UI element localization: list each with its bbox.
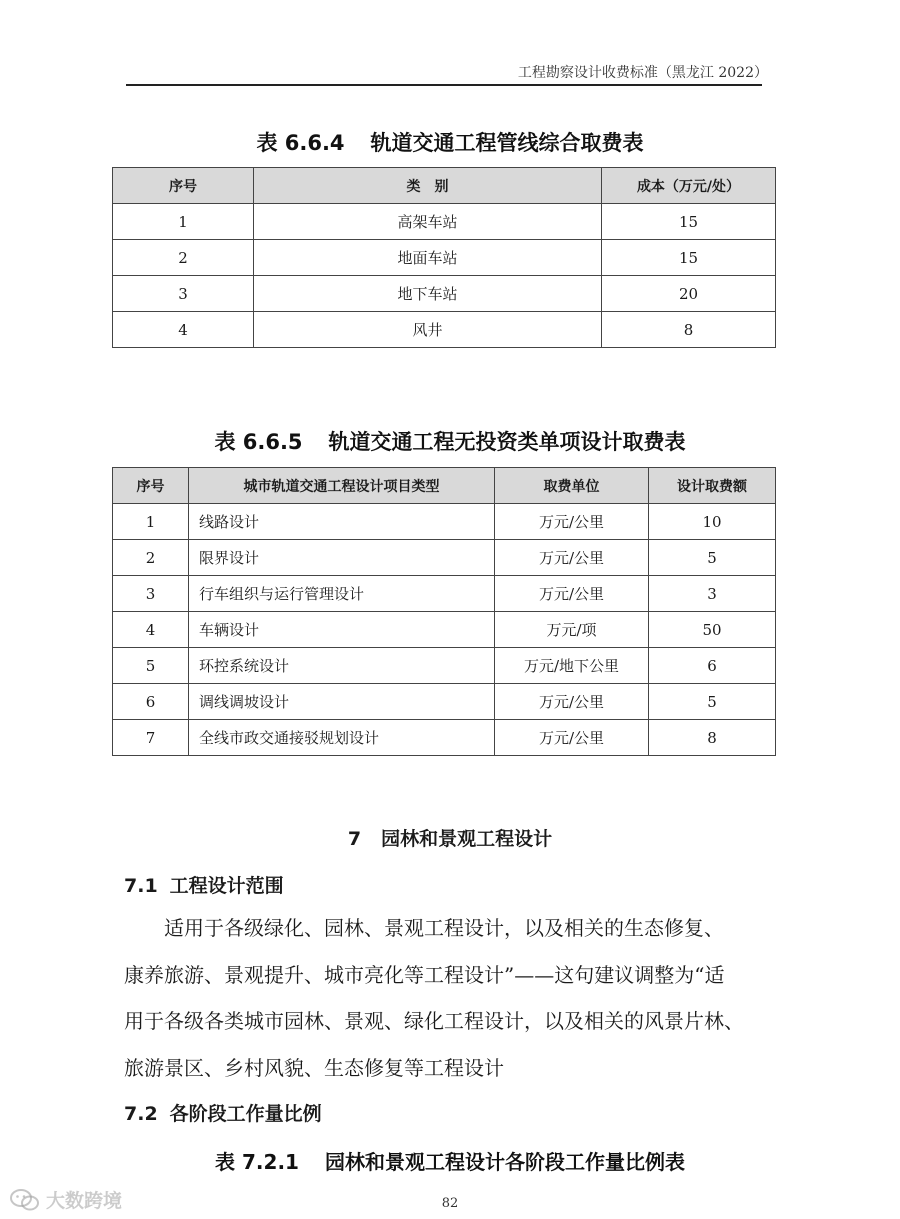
table-cell: 1: [113, 504, 189, 540]
table1: [112, 167, 776, 348]
section-7-1-heading: [124, 871, 284, 898]
watermark-text: 大数跨境: [46, 1190, 123, 1212]
section-7-number: 7: [347, 828, 362, 850]
table-row: [113, 504, 776, 540]
running-header: 工程勘察设计收费标准（黑龙江 2022）: [517, 65, 768, 81]
table-cell: 3: [113, 576, 189, 612]
table-cell: 3: [649, 576, 776, 612]
table-cell: 线路设计: [189, 504, 495, 540]
table-row: [113, 720, 776, 756]
table1-header-row: [113, 168, 776, 204]
table-cell: 万元/公里: [495, 504, 649, 540]
table-cell: 万元/地下公里: [495, 648, 649, 684]
table3-title: 园林和景观工程设计各阶段工作量比例表: [324, 1150, 685, 1174]
table-cell: 2: [113, 240, 254, 276]
table2-header-row: [113, 468, 776, 504]
table-cell: 6: [649, 648, 776, 684]
table-row: [113, 684, 776, 720]
table-cell: 万元/公里: [495, 576, 649, 612]
table1-header-cell: 类 别: [254, 168, 602, 204]
section-7-title: [0, 824, 900, 851]
table-row: [113, 612, 776, 648]
table-cell: 15: [602, 204, 776, 240]
table-row: [113, 540, 776, 576]
table-cell: 10: [649, 504, 776, 540]
table-cell: 地面车站: [254, 240, 602, 276]
table-cell: 万元/公里: [495, 540, 649, 576]
table-row: [113, 204, 776, 240]
table-cell: 6: [113, 684, 189, 720]
table-cell: 8: [649, 720, 776, 756]
watermark: [10, 1186, 122, 1213]
table-cell: 7: [113, 720, 189, 756]
table-row: [113, 312, 776, 348]
table2-header-cell: 取费单位: [495, 468, 649, 504]
table-cell: 15: [602, 240, 776, 276]
paragraph-line: 旅游景区、乡村风貌、生态修复等工程设计: [124, 1055, 504, 1080]
table-cell: 5: [113, 648, 189, 684]
table-cell: 风井: [254, 312, 602, 348]
section-7-1-number: 7.1: [124, 875, 158, 897]
table-cell: 4: [113, 312, 254, 348]
table-row: [113, 576, 776, 612]
table1-header-cell: 序号: [113, 168, 254, 204]
table2-title: 轨道交通工程无投资类单项设计取费表: [328, 430, 686, 454]
table-row: [113, 648, 776, 684]
table-cell: 高架车站: [254, 204, 602, 240]
table2-header-cell: 城市轨道交通工程设计项目类型: [189, 468, 495, 504]
section-7-2-heading: [124, 1099, 322, 1126]
table-cell: 限界设计: [189, 540, 495, 576]
table1-caption: [0, 127, 900, 157]
paragraph-line: 康养旅游、景观提升、城市亮化等工程设计”——这句建议调整为“适: [124, 962, 725, 987]
table-cell: 地下车站: [254, 276, 602, 312]
table1-number: 表 6.6.4: [256, 131, 345, 155]
table-cell: 50: [649, 612, 776, 648]
section-7-1-text: 工程设计范围: [169, 875, 284, 897]
table-cell: 4: [113, 612, 189, 648]
table-cell: 5: [649, 540, 776, 576]
table-cell: 行车组织与运行管理设计: [189, 576, 495, 612]
table-cell: 万元/公里: [495, 720, 649, 756]
table1-header-cell: 成本（万元/处）: [602, 168, 776, 204]
table-cell: 8: [602, 312, 776, 348]
table-cell: 3: [113, 276, 254, 312]
table3-number: 表 7.2.1: [215, 1150, 299, 1174]
table-cell: 5: [649, 684, 776, 720]
table-cell: 2: [113, 540, 189, 576]
paragraph-line: 适用于各级绿化、园林、景观工程设计，以及相关的生态修复、: [124, 916, 724, 940]
table2-number: 表 6.6.5: [214, 430, 303, 454]
table-cell: 万元/项: [495, 612, 649, 648]
table2-header-cell: 序号: [113, 468, 189, 504]
table3-caption: [0, 1146, 900, 1175]
table-cell: 1: [113, 204, 254, 240]
header-rule: [126, 84, 762, 86]
section-7-2-number: 7.2: [124, 1103, 158, 1125]
page-number: 82: [441, 1196, 459, 1211]
table-cell: 全线市政交通接驳规划设计: [189, 720, 495, 756]
scope-paragraph: [124, 905, 784, 1091]
table-row: [113, 240, 776, 276]
wechat-logo-icon: [10, 1188, 40, 1212]
table2-header-cell: 设计取费额: [649, 468, 776, 504]
table-row: [113, 276, 776, 312]
table-cell: 调线调坡设计: [189, 684, 495, 720]
section-7-2-text: 各阶段工作量比例: [169, 1103, 322, 1125]
paragraph-line: 用于各级各类城市园林、景观、绿化工程设计，以及相关的风景片林、: [124, 1009, 744, 1033]
table-cell: 环控系统设计: [189, 648, 495, 684]
table2: [112, 467, 776, 756]
table2-caption: [0, 426, 900, 456]
table1-title: 轨道交通工程管线综合取费表: [370, 131, 644, 155]
table-cell: 20: [602, 276, 776, 312]
table-cell: 万元/公里: [495, 684, 649, 720]
table-cell: 车辆设计: [189, 612, 495, 648]
section-7-text: 园林和景观工程设计: [381, 828, 553, 850]
